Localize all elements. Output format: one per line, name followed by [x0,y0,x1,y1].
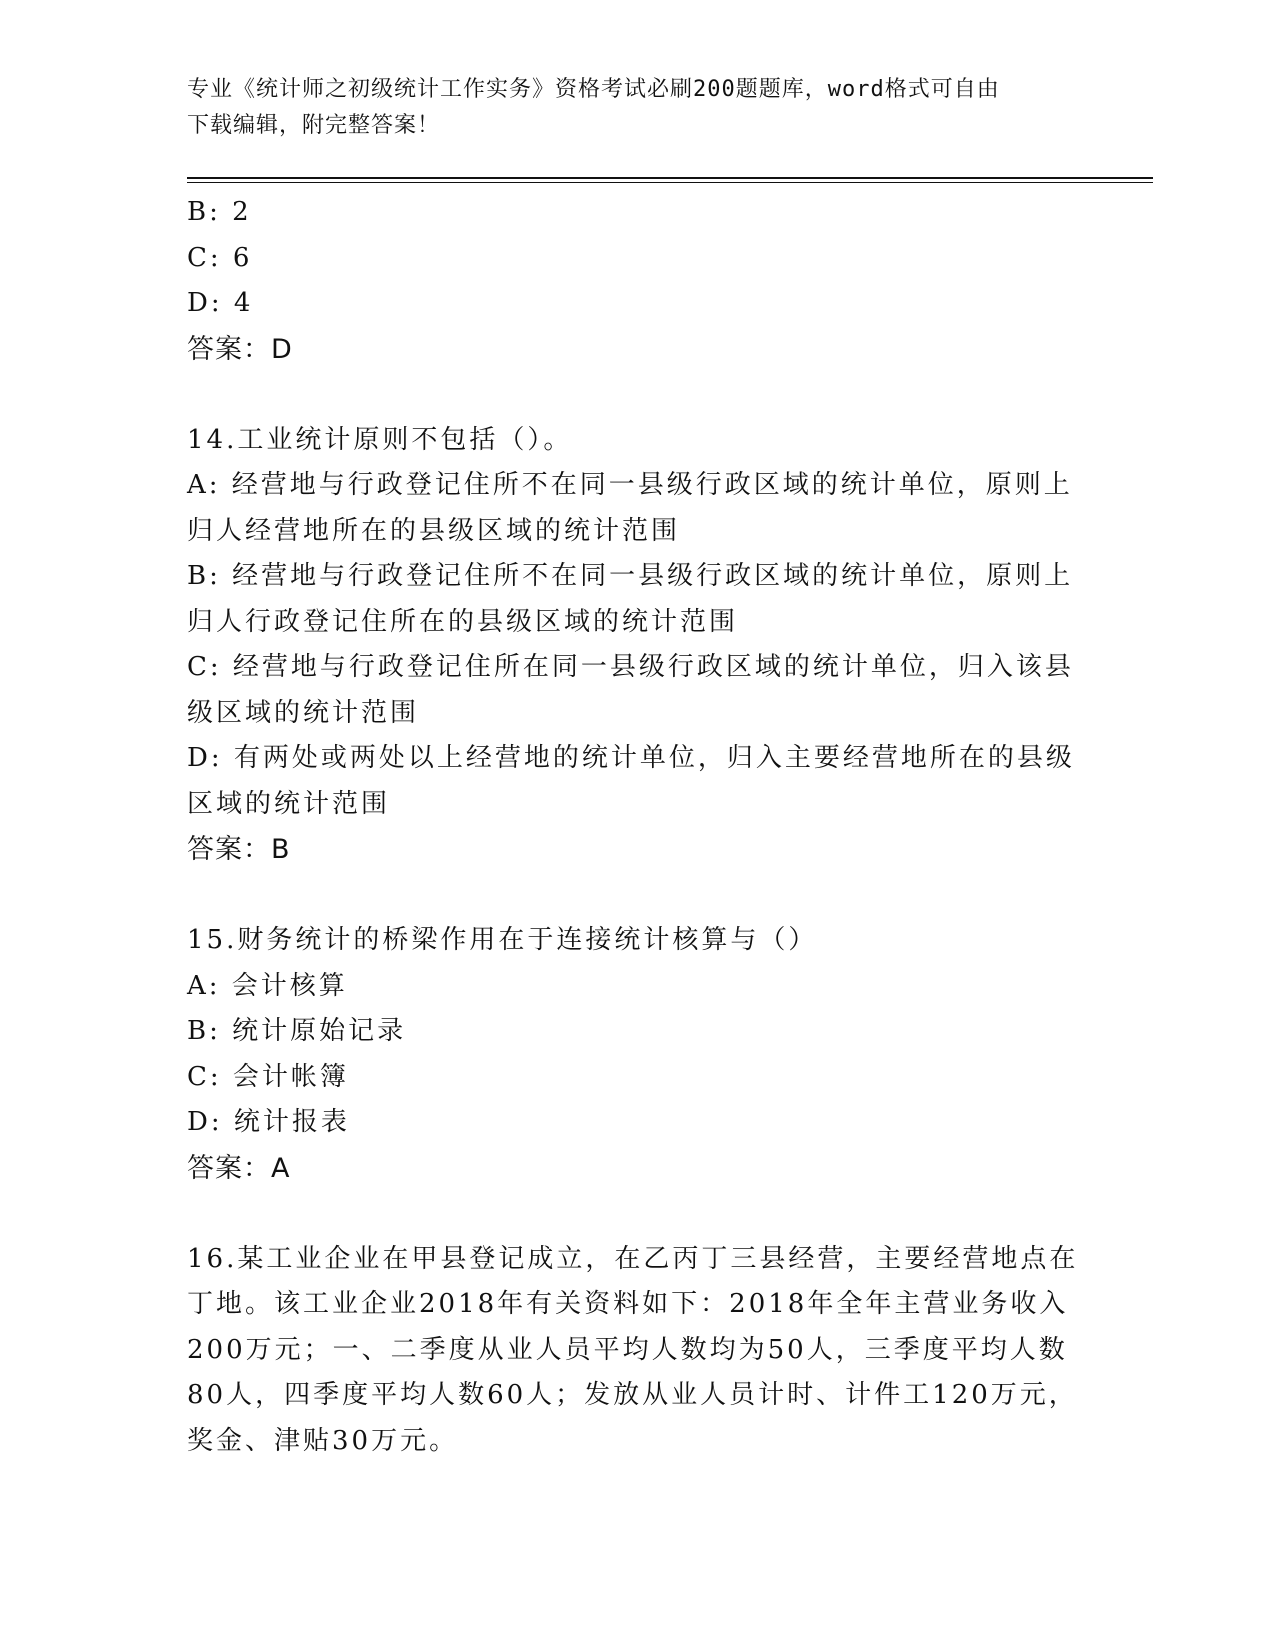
question-content [187,190,1087,1464]
header-rule-thick [187,177,1153,179]
question-14-line: C: 经营地与行政登记住所在同一县级行政区域的统计单位，归入该县 [187,652,1074,682]
question-14-line: 级区域的统计范围 [187,697,420,728]
option-c: C: 会计帐簿 [187,1061,349,1092]
question-13-tail [187,190,1087,372]
question-14-line: A: 经营地与行政登记住所不在同一县级行政区域的统计单位，原则上 [187,470,1073,500]
option-b: B: 统计原始记录 [187,1016,407,1046]
answer-15: 答案：A [187,1152,291,1184]
question-15-stem: 15.财务统计的桥梁作用在于连接统计核算与（） [187,925,818,955]
question-16-line: 80人，四季度平均人数60人；发放从业人员计时、计件工120万元， [187,1380,1078,1410]
spacer [187,873,1087,919]
question-16-line: 奖金、津贴30万元。 [187,1425,459,1456]
option-d: D: 4 [187,288,254,318]
answer-13: 答案：D [187,333,293,365]
question-16-line: 200万元；一、二季度从业人员平均人数均为50人，三季度平均人数 [187,1334,1068,1365]
question-16-line: 丁地。该工业企业2018年有关资料如下：2018年全年主营业务收入 [187,1289,1069,1319]
spacer [187,1191,1087,1237]
option-d: D: 统计报表 [187,1107,350,1137]
question-14-stem: 14.工业统计原则不包括（）。 [187,424,573,455]
option-c: C: 6 [187,242,253,273]
question-14-line: 区域的统计范围 [187,788,391,819]
question-14-line: 归人经营地所在的县级区域的统计范围 [187,515,681,546]
header-line-2: 下载编辑，附完整答案！ [187,113,441,138]
question-15 [187,918,1087,1191]
option-b: B: 2 [187,197,252,227]
question-14-line: B: 经营地与行政登记住所不在同一县级行政区域的统计单位，原则上 [187,561,1074,591]
question-14-line: D: 有两处或两处以上经营地的统计单位，归入主要经营地所在的县级 [187,743,1075,773]
question-14-line: 归人行政登记住所在的县级区域的统计范围 [187,606,739,637]
question-14 [187,418,1087,873]
header-rule-thin [187,182,1153,183]
question-16 [187,1237,1087,1465]
option-a: A: 会计核算 [187,970,348,1001]
header-line-1: 专业《统计师之初级统计工作实务》资格考试必刷200题题库，word格式可自由 [187,77,1000,102]
spacer [187,372,1087,418]
question-16-line: 16.某工业企业在甲县登记成立，在乙丙丁三县经营，主要经营地点在 [187,1243,1079,1274]
document-header [187,72,1067,144]
answer-14: 答案：B [187,834,291,865]
